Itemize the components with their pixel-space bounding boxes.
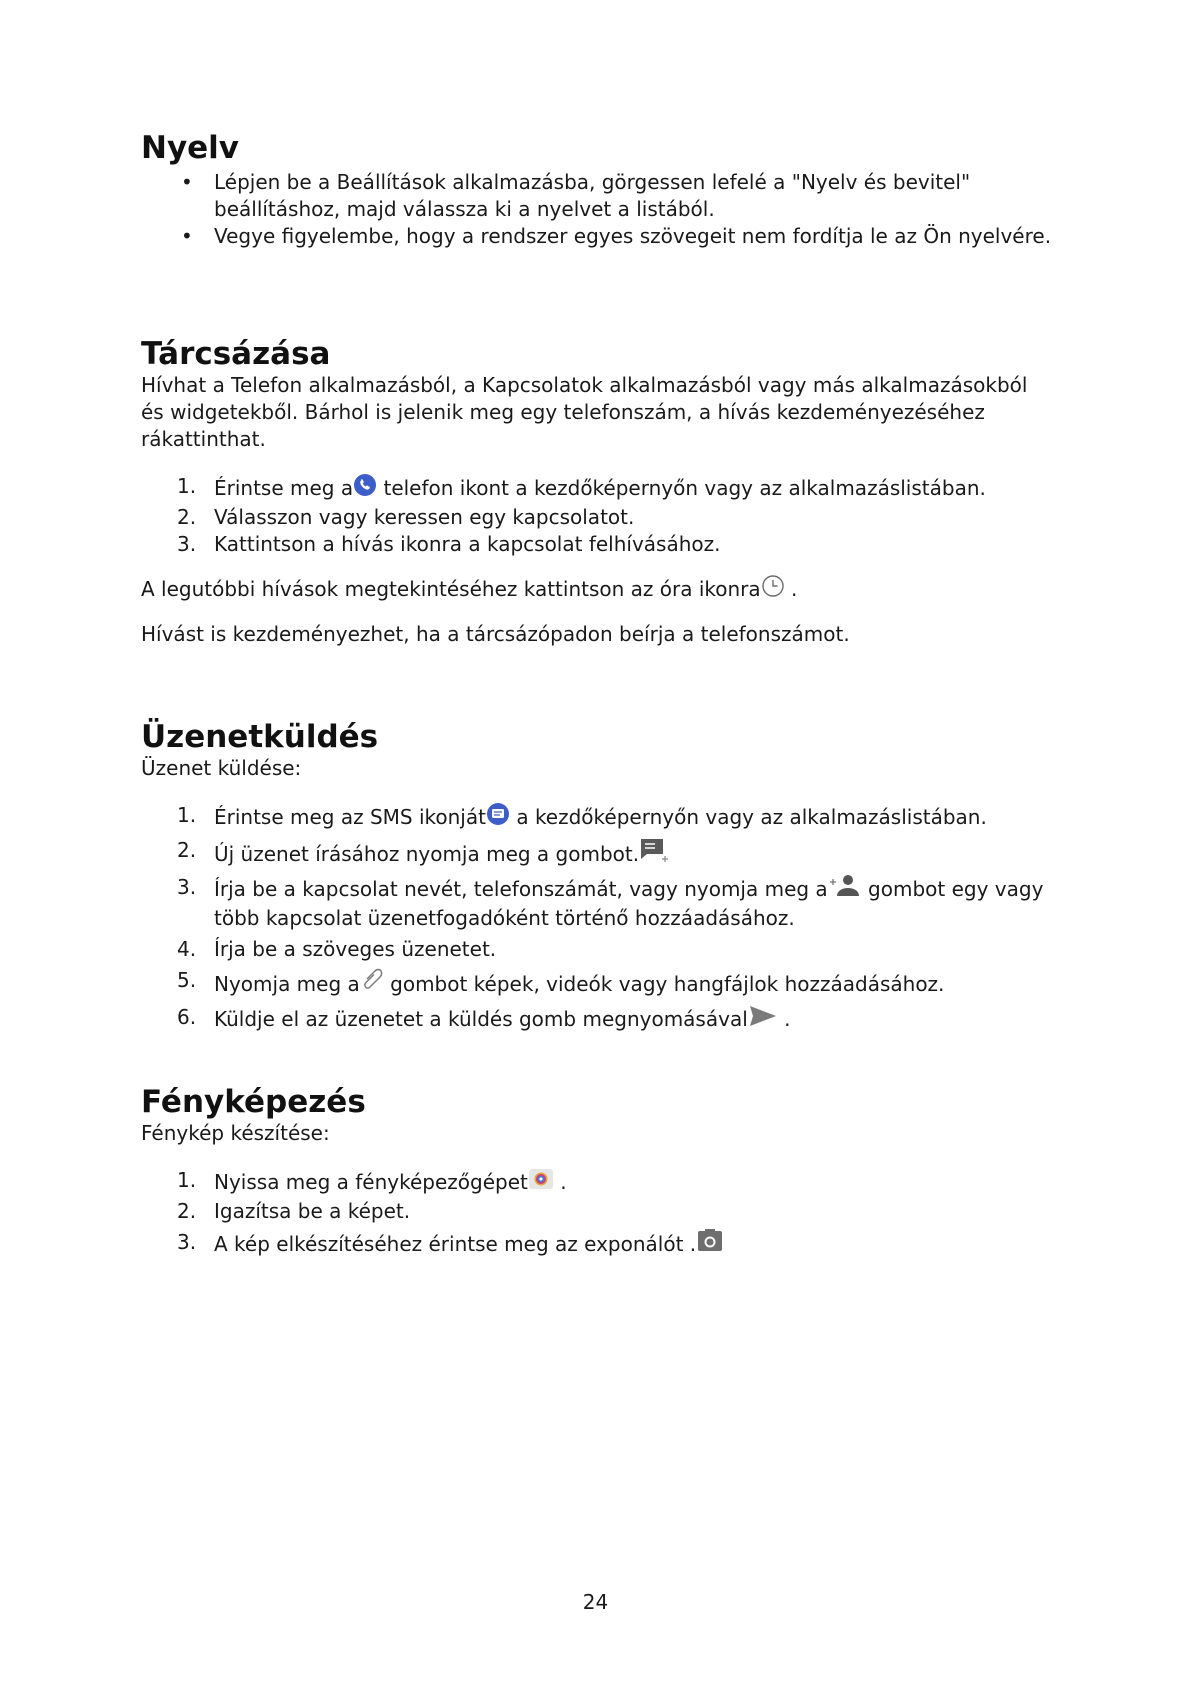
heading-language: Nyelv — [141, 130, 240, 166]
heading-photo: Fényképezés — [141, 1084, 366, 1120]
language-bullet-list — [141, 169, 1071, 250]
recent-calls-text: A legutóbbi hívások megtekintéséhez kattintson az óra ikonra . — [141, 574, 1071, 605]
clock-icon — [761, 574, 785, 605]
list-item: 3. A kép elkészítéséhez érintse meg az exponálót . — [141, 1229, 1071, 1260]
list-item: 1. Érintse meg a telefon ikont a kezdőképernyőn vagy az alkalmazáslistában. — [141, 473, 1071, 504]
photo-intro: Fénykép készítése: — [141, 1121, 330, 1145]
new-message-icon — [639, 837, 669, 870]
sms-icon — [486, 802, 510, 833]
list-item: 2. Válasszon vagy keressen egy kapcsolatot. — [177, 505, 635, 529]
shutter-icon — [696, 1229, 724, 1260]
list-item: • Vegye figyelembe, hogy a rendszer egyes szövegeit nem fordítja le az Ön nyelvére. — [181, 224, 1052, 248]
section-messaging — [141, 719, 1071, 1035]
list-item: 2. Új üzenet írásához nyomja meg a gombot. — [141, 837, 1071, 870]
list-item: 2. Igazítsa be a képet. — [177, 1199, 411, 1223]
dialing-intro: Hívhat a Telefon alkalmazásból, a Kapcsolatok alkalmazásból vagy más alkalmazásokból és widgetekből. Bárhol is jelenik meg egy telefonszám, a hívás kezdeményezéséhez rákattinthat. — [141, 373, 1028, 451]
camera-app-icon — [528, 1167, 554, 1198]
photo-steps — [141, 1167, 1071, 1260]
keypad-text: Hívást is kezdeményezhet, ha a tárcsázópadon beírja a telefonszámot. — [141, 622, 850, 646]
messaging-steps — [141, 802, 1071, 1035]
section-photo — [141, 1084, 1071, 1260]
attach-icon — [360, 967, 384, 1000]
list-item: 1. Nyissa meg a fényképezőgépet . — [141, 1167, 1071, 1198]
list-item: • Lépjen be a Beállítások alkalmazásba, görgessen lefelé a "Nyelv és bevitel" beállításhoz, majd válassza ki a nyelvet a listából. — [181, 170, 971, 221]
dialing-steps — [141, 473, 1071, 558]
section-dialing — [141, 336, 1071, 648]
list-item: 3. Kattintson a hívás ikonra a kapcsolat felhívásához. — [177, 532, 721, 556]
list-item: 3. Írja be a kapcsolat nevét, telefonszámát, vagy nyomja meg a gombot egy vagy több kapcsolat üzenetfogadóként történő hozzáadásához. — [177, 875, 1044, 930]
add-contact-icon — [828, 874, 862, 905]
heading-messaging: Üzenetküldés — [141, 719, 379, 755]
heading-dialing: Tárcsázása — [141, 336, 331, 372]
send-icon — [748, 1004, 778, 1035]
page-number: 24 — [582, 1590, 609, 1614]
messaging-intro: Üzenet küldése: — [141, 756, 302, 780]
list-item: 5. Nyomja meg a gombot képek, videók vagy hangfájlok hozzáadásához. — [141, 967, 1071, 1000]
list-item: 4. Írja be a szöveges üzenetet. — [177, 937, 497, 961]
list-item: 1. Érintse meg az SMS ikonját a kezdőképernyőn vagy az alkalmazáslistában. — [141, 802, 1071, 833]
phone-icon — [353, 473, 377, 504]
bullet-icon: • — [181, 224, 193, 248]
section-language — [141, 130, 1071, 250]
bullet-icon: • — [181, 170, 193, 194]
list-item: 6. Küldje el az üzenetet a küldés gomb megnyomásával . — [141, 1004, 1071, 1035]
